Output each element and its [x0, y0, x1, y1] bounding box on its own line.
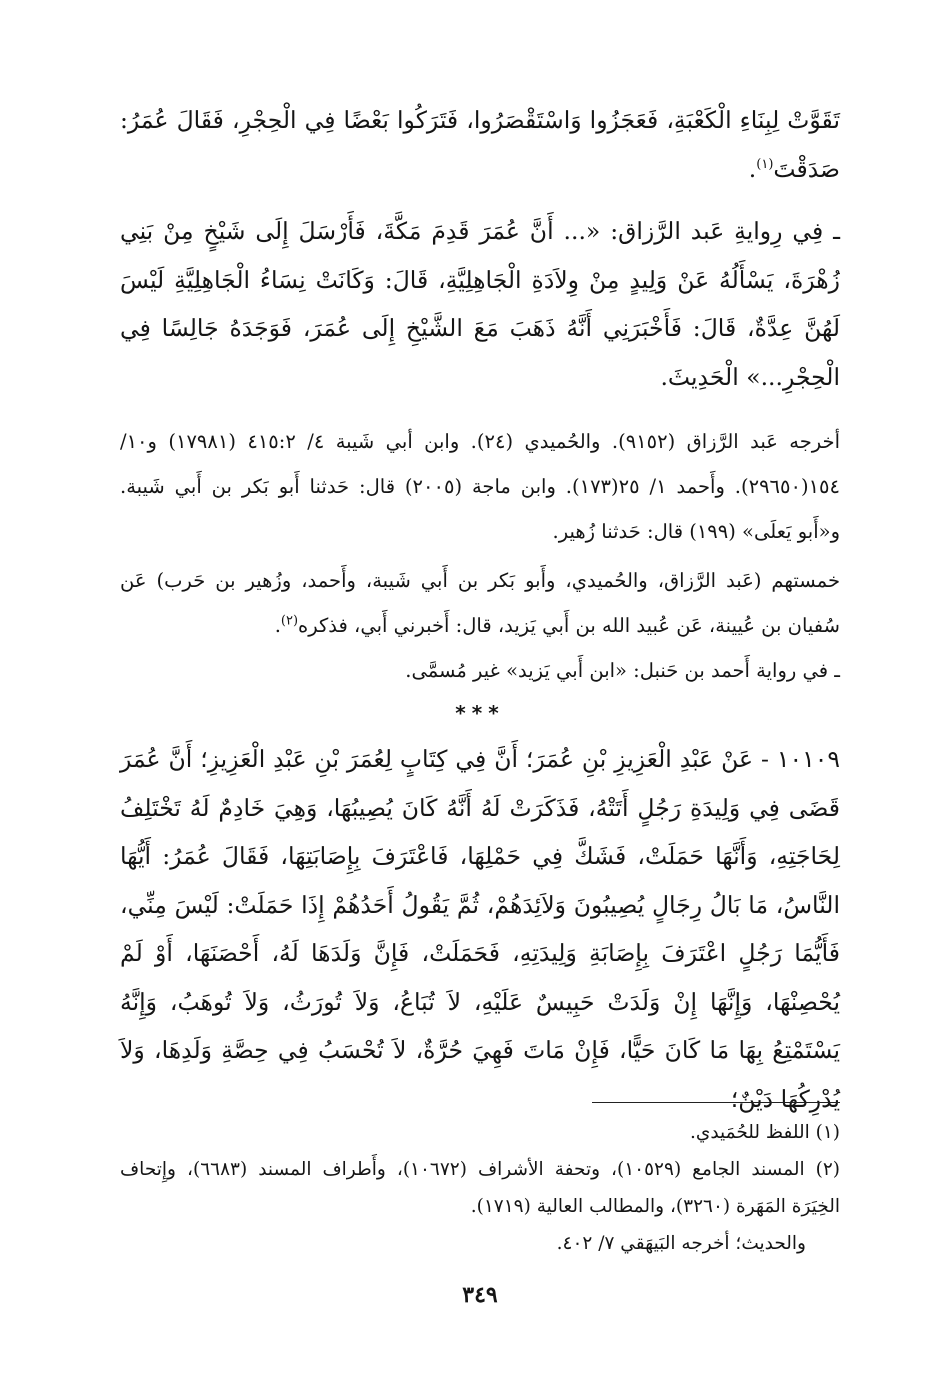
- section-separator: ***: [455, 701, 505, 725]
- takhrij-2-end: .: [274, 614, 281, 637]
- hadith-paragraph: ١٠١٠٩ - عَنْ عَبْدِ الْعَزِيزِ بْنِ عُمَرَ؛ أَنَّ فِي كِتَابٍ لِعُمَرَ بْنِ عَبْدِ الْعَزِيزِ؛ أَنَّ عُمَرَ قَضَى فِي وَلِيدَةِ رَجُلٍ أَتَتْهُ، فَذَكَرَتْ لَهُ أَنَّهُ كَانَ يُصِيبُهَا، وَهِيَ خَادِمٌ لَهُ تَخْتَلِفُ لِحَاجَتِهِ، وَأَنَّهَا حَمَلَتْ، فَشَكَّ فِي حَمْلِهَا، فَاعْتَرَفَ بِإِصَابَتِهَا، فَقَالَ عُمَرُ: أَيُّهَا النَّاسُ، مَا بَالُ رِجَالٍ يُصِيبُونَ وَلاَئِدَهُمْ، ثُمَّ يَقُولُ أَحَدُهُمْ إِذَا حَمَلَتْ: لَيْسَ مِنِّي، فَأَيُّمَا رَجُلٍ اعْتَرَفَ بِإِصَابَةِ وَلِيدَتِهِ، فَحَمَلَتْ، فَإِنَّ وَلَدَهَا لَهُ، أَحْصَنَهَا، أَوْ لَمْ يُحْصِنْهَا، وَإِنَّهَا إِنْ وَلَدَتْ حَبِيسٌ عَلَيْهِ، لاَ تُبَاعُ، وَلاَ تُورَثُ، وَلاَ تُوهَبُ، وَإِنَّهُ يَسْتَمْتِعُ بِهَا مَا كَانَ حَيًّا، فَإِنْ مَاتَ فَهِيَ حُرَّةٌ، لاَ تُحْسَبُ فِي حِصَّةِ وَلَدِهَا، وَلاَ يُدْرِكُهَا دَيْنٌ؛: [120, 745, 840, 1113]
- opening-text: تَقَوَّتْ لِبِنَاءِ الْكَعْبَةِ، فَعَجَزُوا وَاسْتَقْصَرُوا، فَتَرَكُوا بَعْضًا فِي الْحِجْرِ، فَقَالَ عُمَرُ: صَدَقْتَ: [120, 106, 840, 183]
- footnote-1: (١) اللفظ للحُمَيدي.: [689, 1122, 840, 1143]
- takhrij-paragraph-2: [120, 558, 840, 648]
- document-page: [120, 96, 840, 1356]
- opening-paragraph: [120, 96, 840, 193]
- footnotes-section: [120, 1114, 840, 1262]
- narration-paragraph: ـ فِي رِوايةِ عَبد الرَّزاق: «... أَنَّ عُمَرَ قَدِمَ مَكَّةَ، فَأَرْسَلَ إِلَى شَيْخٍ مِنْ بَنِي زُهْرَةَ، يَسْأَلُهُ عَنْ وَلِيدٍ مِنْ وِلاَدَةِ الْجَاهِلِيَّةِ، قَالَ: وَكَانَتْ نِسَاءُ الْجَاهِلِيَّةِ لَيْسَ لَهُنَّ عِدَّةٌ، قَالَ: فَأَخْبَرَنِي أَنَّهُ ذَهَبَ مَعَ الشَّيْخِ إِلَى عُمَرَ، فَوَجَدَهُ جَالِسًا فِي الْحِجْرِ...» الْحَدِيثَ.: [120, 217, 840, 391]
- page-number: ٣٤٩: [462, 1282, 498, 1308]
- ahmad-note: ـ في رواية أَحمد بن حَنبل: «ابن أَبي يَزيد» غير مُسمَّى.: [405, 659, 840, 682]
- footnote-divider: [592, 1102, 840, 1103]
- takhrij-paragraph-1: أخرجه عَبد الرَّزاق (٩١٥٢). والحُميدي (٢٤). وابن أبي شَيبة ٤/ ٤١٥:٢ (١٧٩٨١) و١٠/ ١٥٤(٢٩٦٥٠). وأَحمد ١/ ٢٥(١٧٣). وابن ماجة (٢٠٠٥) قال: حَدثنا أَبو بَكر بن أَبي شَيبة. و«أَبو يَعلَى» (١٩٩) قال: حَدثنا زُهير.: [120, 430, 840, 543]
- footnote-3: والحديث؛ أخرجه البَيهَقي ٧/ ٤٠٢.: [556, 1233, 806, 1254]
- opening-end: .: [748, 154, 757, 183]
- footnote-marker-2[interactable]: (٢): [280, 613, 299, 629]
- footnote-marker-1[interactable]: (١): [756, 156, 774, 172]
- takhrij-2-text: خمستهم (عَبد الرَّزاق، والحُميدي، وأَبو بَكر بن أَبي شَيبة، وأَحمد، وزُهير بن حَرب) عَن سُفيان بن عُيينة، عَن عُبيد الله بن أَبي يَزيد، قال: أَخبرني أَبي، فذكره: [120, 569, 840, 637]
- footnote-2: (٢) المسند الجامع (١٠٥٢٩)، وتحفة الأشراف (١٠٦٧٢)، وأَطراف المسند (٦٦٨٣)، وإِتحاف الخِيَرَة المَهَرة (٣٢٦٠)، والمطالب العالية (١٧١٩).: [120, 1159, 840, 1217]
